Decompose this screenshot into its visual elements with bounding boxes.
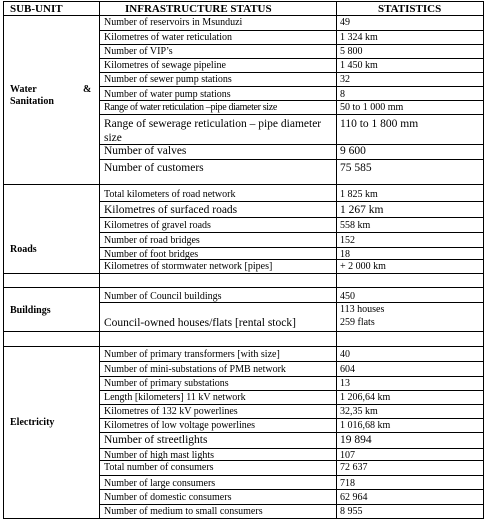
row-divider — [99, 448, 484, 449]
value-cell: 1 825 km — [340, 189, 378, 200]
status-cell: Kilometres of water reticulation — [104, 32, 233, 43]
column-divider-2 — [336, 1, 337, 519]
row-divider — [99, 86, 484, 87]
status-cell: Number of domestic consumers — [104, 492, 232, 503]
value-cell: 604 — [340, 364, 355, 375]
row-divider — [99, 58, 484, 59]
value-cell: 32,35 km — [340, 406, 378, 417]
row-divider — [99, 217, 484, 218]
value-cell: 75 585 — [340, 162, 372, 174]
status-cell: Total kilometers of road network — [104, 189, 236, 200]
header-sub-unit: SUB-UNIT — [10, 3, 63, 15]
table-border-bottom — [3, 518, 484, 519]
value-cell: 450 — [340, 291, 355, 302]
value-cell: 40 — [340, 349, 350, 360]
status-cell: Range of sewerage reticulation – pipe diameter — [104, 118, 322, 130]
header-statistics: STATISTICS — [378, 3, 442, 15]
sub-unit-water-amp: & — [83, 84, 92, 95]
row-divider — [99, 390, 484, 391]
header-underline — [3, 15, 484, 16]
row-divider — [99, 432, 484, 433]
status-cell: Number of reservoirs in Msunduzi — [104, 17, 243, 28]
row-divider — [99, 159, 484, 160]
status-cell: Number of high mast lights — [104, 450, 214, 461]
value-cell: 5 800 — [340, 46, 363, 57]
value-cell: 18 — [340, 249, 350, 260]
sub-unit-buildings-label: Buildings — [10, 305, 51, 316]
sub-unit-water-label: Water — [10, 84, 37, 95]
row-divider — [99, 376, 484, 377]
value-cell: 110 to 1 800 mm — [340, 118, 419, 130]
sub-unit-sanitation-label: Sanitation — [10, 96, 54, 107]
table-border-left — [3, 1, 4, 519]
value-cell: 49 — [340, 17, 350, 28]
section-divider — [3, 331, 484, 332]
value-cell: 1 206,64 km — [340, 392, 391, 403]
status-cell: Number of Council buildings — [104, 291, 222, 302]
status-cell: Kilometres of surfaced roads — [104, 204, 238, 216]
value-cell: 13 — [340, 378, 350, 389]
value-cell: 32 — [340, 74, 350, 85]
value-cell: 8 955 — [340, 506, 363, 517]
status-cell: Number of mini-substations of PMB network — [104, 364, 286, 375]
value-cell: 1 016,68 km — [340, 420, 391, 431]
status-cell: Kilometres of gravel roads — [104, 220, 211, 231]
value-cell: + 2 000 km — [340, 261, 386, 272]
sub-unit-electricity-label: Electricity — [10, 417, 55, 428]
row-divider — [99, 361, 484, 362]
section-divider — [3, 273, 484, 274]
value-cell: 1 267 km — [340, 204, 384, 216]
value-cell: 19 894 — [340, 434, 372, 446]
row-divider — [99, 30, 484, 31]
value-cell: 1 324 km — [340, 32, 378, 43]
row-divider — [99, 418, 484, 419]
row-divider — [99, 232, 484, 233]
infrastructure-table — [3, 1, 484, 519]
status-cell: Number of large consumers — [104, 478, 216, 489]
status-cell: Kilometres of low voltage powerlines — [104, 420, 256, 431]
row-divider — [99, 475, 484, 476]
value-cell: 1 450 km — [340, 60, 378, 71]
header-infrastructure-status: INFRASTRUCTURE STATUS — [125, 3, 272, 15]
status-cell: Number of medium to small consumers — [104, 506, 263, 517]
value-cell: 72 637 — [340, 462, 368, 473]
value-cell: 107 — [340, 450, 355, 461]
value-cell: 718 — [340, 478, 355, 489]
status-cell: Number of road bridges — [104, 235, 200, 246]
status-cell: Range of water reticulation –pipe diameter size — [104, 102, 277, 113]
status-cell: Kilometres of 132 kV powerlines — [104, 406, 238, 417]
status-cell: Number of valves — [104, 145, 187, 157]
status-cell: Number of VIP’s — [104, 46, 173, 57]
status-cell: Kilometres of sewage pipeline — [104, 60, 226, 71]
value-cell: 62 964 — [340, 492, 368, 503]
value-cell: 113 houses — [340, 304, 385, 315]
value-cell: 8 — [340, 89, 345, 100]
value-cell: 50 to 1 000 mm — [340, 102, 404, 113]
status-cell: Number of sewer pump stations — [104, 74, 232, 85]
row-divider — [99, 72, 484, 73]
value-cell: 9 600 — [340, 145, 366, 157]
status-cell-continued: size — [104, 132, 122, 144]
row-divider — [99, 404, 484, 405]
status-cell: Total number of consumers — [104, 462, 214, 473]
row-divider — [99, 504, 484, 505]
row-divider — [99, 247, 484, 248]
status-cell: Number of primary substations — [104, 378, 229, 389]
row-divider — [99, 44, 484, 45]
sub-unit-roads-label: Roads — [10, 244, 37, 255]
section-divider — [3, 184, 484, 185]
table-border-right — [483, 1, 484, 519]
table-border-top — [3, 1, 484, 2]
row-divider — [99, 201, 484, 202]
status-cell: Council-owned houses/flats [rental stock] — [104, 317, 296, 329]
row-divider — [99, 114, 484, 115]
status-cell: Number of primary transformers [with size] — [104, 349, 280, 360]
status-cell: Number of water pump stations — [104, 89, 231, 100]
column-divider-1 — [99, 1, 100, 519]
value-cell-continued: 259 flats — [340, 317, 375, 328]
status-cell: Number of foot bridges — [104, 249, 199, 260]
value-cell: 558 km — [340, 220, 371, 231]
section-divider — [3, 346, 484, 347]
status-cell: Number of streetlights — [104, 434, 208, 446]
status-cell: Number of customers — [104, 162, 204, 174]
value-cell: 152 — [340, 235, 355, 246]
status-cell: Kilometres of stormwater network [pipes] — [104, 261, 273, 272]
status-cell: Length [kilometers] 11 kV network — [104, 392, 246, 403]
section-divider — [3, 287, 484, 288]
